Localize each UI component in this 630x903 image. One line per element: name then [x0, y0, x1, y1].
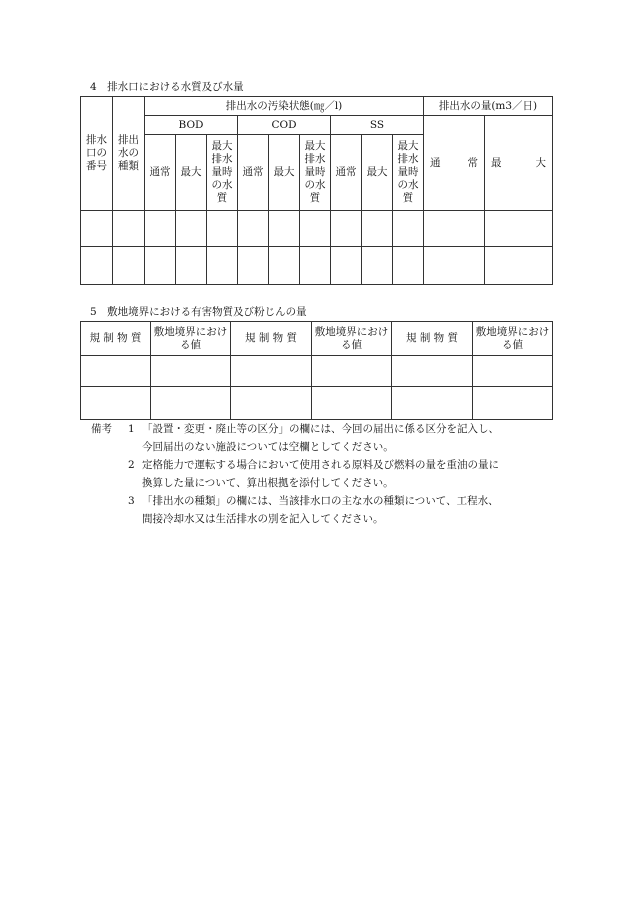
cod-normal-header: 通常 — [238, 135, 269, 211]
table-cell[interactable] — [81, 247, 113, 285]
boundary-value-header: 敷地境界における値 — [473, 322, 553, 356]
table-cell[interactable] — [151, 387, 231, 420]
section4-title: 4 排水口における水質及び水量 — [90, 81, 244, 93]
remark-number: 2 — [128, 459, 135, 471]
remark-number: 1 — [128, 423, 135, 435]
table-cell[interactable] — [362, 247, 393, 285]
remarks-heading: 備考 — [91, 423, 112, 435]
ss-normal-header: 通常 — [331, 135, 362, 211]
header-outlet-no: 排水口の番号 — [81, 97, 113, 211]
table-cell[interactable] — [269, 247, 300, 285]
table-cell[interactable] — [312, 356, 392, 387]
boundary-value-header: 敷地境界における値 — [151, 322, 231, 356]
table-cell[interactable] — [238, 211, 269, 247]
table-cell[interactable] — [473, 356, 553, 387]
table-cell[interactable] — [81, 211, 113, 247]
boundary-value-header: 敷地境界における値 — [312, 322, 392, 356]
table-cell[interactable] — [176, 247, 207, 285]
substance-header: 規 制 物 質 — [392, 322, 473, 356]
header-water-volume: 排出水の量(m3／日) — [424, 97, 553, 116]
table-cell[interactable] — [207, 247, 238, 285]
table-cell[interactable] — [113, 247, 145, 285]
table-cell[interactable] — [231, 356, 312, 387]
remark-number: 3 — [128, 495, 135, 507]
substance-header: 規 制 物 質 — [231, 322, 312, 356]
table-row — [81, 247, 553, 285]
group-bod: BOD — [145, 116, 238, 135]
table-row — [81, 356, 553, 387]
header-water-type: 排出水の種類 — [113, 97, 145, 211]
table-cell[interactable] — [331, 211, 362, 247]
bod-max-flow-header: 最大排水量時の水質 — [207, 135, 238, 211]
table-cell[interactable] — [424, 211, 485, 247]
header-pollution-state: 排出水の汚染状態(㎎／l) — [145, 97, 424, 116]
water-quality-table — [80, 96, 553, 285]
ss-max-flow-header: 最大排水量時の水質 — [393, 135, 424, 211]
cod-max-flow-header: 最大排水量時の水質 — [300, 135, 331, 211]
table-cell[interactable] — [176, 211, 207, 247]
table-cell[interactable] — [393, 247, 424, 285]
table-row — [81, 211, 553, 247]
volume-max-header: 最 大 — [485, 116, 553, 211]
table-cell[interactable] — [300, 211, 331, 247]
table-cell[interactable] — [485, 211, 553, 247]
table-cell[interactable] — [81, 356, 151, 387]
bod-normal-header: 通常 — [145, 135, 176, 211]
table-cell[interactable] — [393, 211, 424, 247]
ss-max-header: 最大 — [362, 135, 393, 211]
substance-header: 規 制 物 質 — [81, 322, 151, 356]
table-cell[interactable] — [269, 211, 300, 247]
table-cell[interactable] — [331, 247, 362, 285]
table-cell[interactable] — [238, 247, 269, 285]
remark-text: 間接冷却水又は生活排水の別を記入してください。 — [142, 513, 384, 525]
remark-text: 「設置・変更・廃止等の区分」の欄には、今回の届出に係る区分を記入し、 — [142, 423, 499, 435]
table-cell[interactable] — [312, 387, 392, 420]
table-cell[interactable] — [81, 387, 151, 420]
table-cell[interactable] — [473, 387, 553, 420]
remark-text: 定格能力で運転する場合において使用される原料及び燃料の量を重油の量に — [142, 459, 499, 471]
table-row — [81, 387, 553, 420]
volume-normal-header: 通 常 — [424, 116, 485, 211]
cod-max-header: 最大 — [269, 135, 300, 211]
table-cell[interactable] — [145, 211, 176, 247]
group-ss: SS — [331, 116, 424, 135]
table-cell[interactable] — [392, 356, 473, 387]
group-cod: COD — [238, 116, 331, 135]
table-cell[interactable] — [392, 387, 473, 420]
remark-text: 換算した量について、算出根拠を添付してください。 — [142, 477, 394, 489]
table-cell[interactable] — [362, 211, 393, 247]
table-cell[interactable] — [485, 247, 553, 285]
table-cell[interactable] — [145, 247, 176, 285]
harmful-substance-table — [80, 321, 553, 420]
table-cell[interactable] — [113, 211, 145, 247]
remark-text: 「排出水の種類」の欄には、当該排水口の主な水の種類について、工程水、 — [142, 495, 499, 507]
table-cell[interactable] — [300, 247, 331, 285]
bod-max-header: 最大 — [176, 135, 207, 211]
table-cell[interactable] — [207, 211, 238, 247]
table-cell[interactable] — [424, 247, 485, 285]
table-cell[interactable] — [231, 387, 312, 420]
remark-text: 今回届出のない施設については空欄としてください。 — [142, 441, 394, 453]
table-cell[interactable] — [151, 356, 231, 387]
section5-title: 5 敷地境界における有害物質及び粉じんの量 — [90, 306, 307, 318]
